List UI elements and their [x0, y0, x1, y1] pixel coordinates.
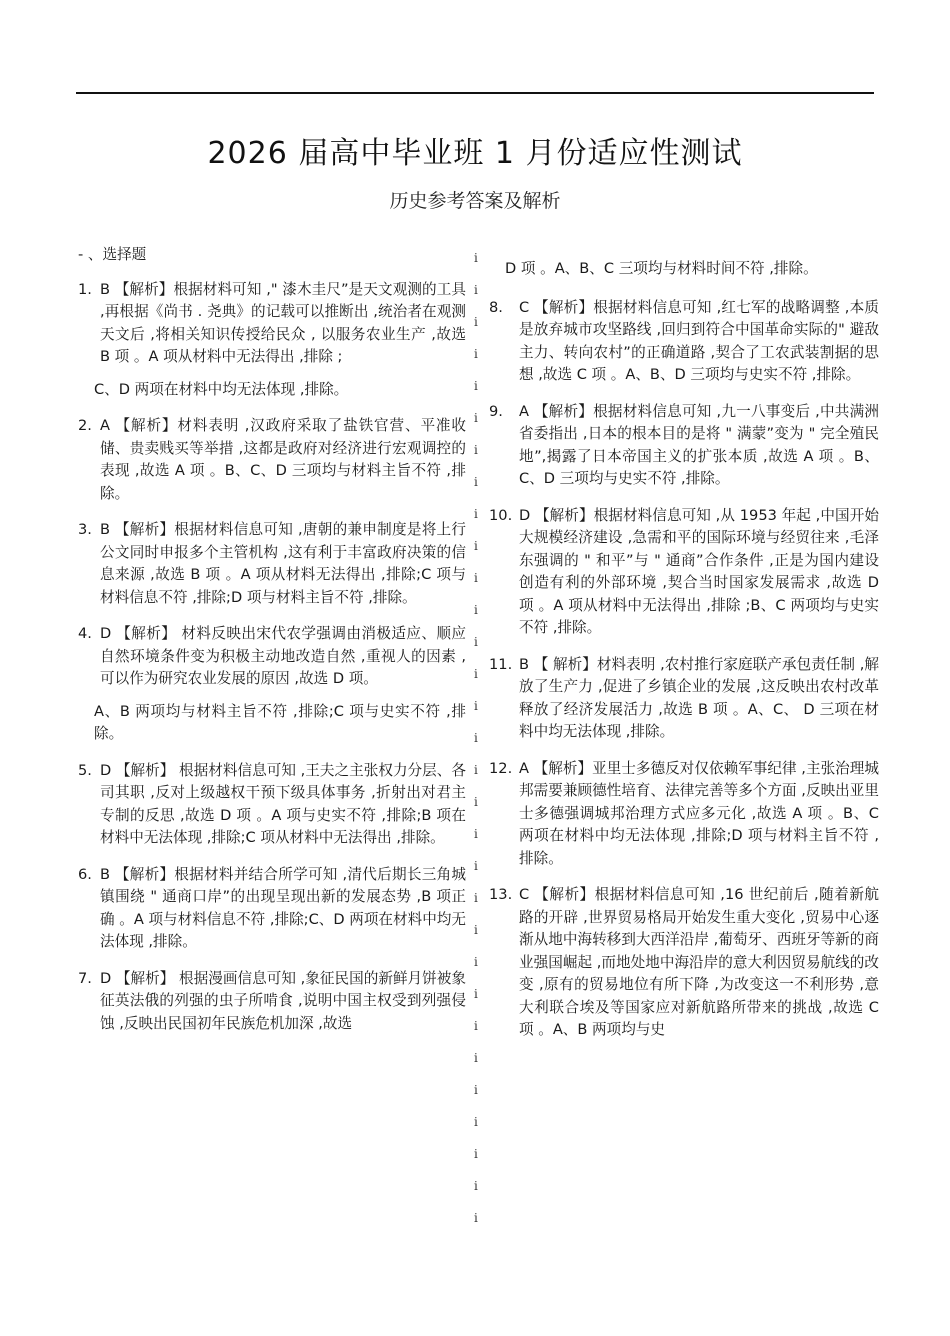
divider-mark: ⅰ — [474, 955, 478, 969]
divider-mark: ⅰ — [474, 379, 478, 393]
divider-mark: ⅰ — [474, 571, 478, 585]
divider-mark: ⅰ — [474, 859, 478, 873]
answer-item-5 — [78, 760, 466, 850]
divider-mark: ⅰ — [474, 827, 478, 841]
divider-mark: ⅰ — [474, 1179, 478, 1193]
divider-mark: ⅰ — [474, 1147, 478, 1161]
item-number: 10. — [489, 506, 513, 524]
item-number: 7. — [78, 969, 92, 987]
item-text: D 【解析】 根据漫画信息可知 ,象征民国的新鲜月饼被象征英法俄的列强的虫子所啃食 ,说明中国主权受到列强侵蚀 ,反映出民国初年民族危机加深 ,故选 — [100, 969, 466, 1032]
item-number: 5. — [78, 761, 92, 779]
divider-mark: ⅰ — [474, 1115, 478, 1129]
item-number: 13. — [489, 886, 513, 903]
answer-item-7 — [78, 968, 466, 1036]
item-text: D 【解析】根据材料信息可知 ,从 1953 年起 ,中国开始大规模经济建设 ,急需和平的国际环境与经贸往来 ,毛泽东强调的 " 和平”与 " 通商”合作条件 ,正是为国内建设创造有利的外部环境 ,契合当时国家发展需求 ,故选 D 项 。A 项从材料中无法得出 ,排除 ;B、C 两项均与史实不符 ,排除。 — [519, 506, 879, 636]
item-text: D 【解析】 材料反映出宋代农学强调由消极适应、顺应自然环境条件变为积极主动地改造自然 ,重视人的因素 ,可以作为研究农业发展的原因 ,故选 D 项。 — [100, 625, 466, 687]
item-number: 11. — [489, 655, 513, 673]
divider-mark: ⅰ — [474, 251, 478, 265]
answer-item-9 — [489, 401, 879, 491]
answer-item-6 — [78, 864, 466, 954]
answer-item-3 — [78, 519, 466, 609]
answer-item-11 — [489, 654, 879, 744]
item-text: C 【解析】根据材料信息可知 ,16 世纪前后 ,随着新航路的开辟 ,世界贸易格局开始发生重大变化 ,贸易中心逐渐从地中海转移到大西洋沿岸 ,葡萄牙、西班牙等新的商业强国崛起 ,而地处地中海沿岸的意大利因贸易航线的改变 ,原有的贸易地位有所下降 ,为改变这一不利形势 ,意大利联合埃及等国家应对新航路所带来的挑战 ,故选 C 项 。A、B 两项均与史 — [519, 886, 879, 1038]
item-continuation: A、B 两项均与材料主旨不符 ,排除;C 项与史实不符 ,排除。 — [94, 702, 466, 742]
divider-mark: ⅰ — [474, 731, 478, 745]
page-title: 2026 届高中毕业班 1 月份适应性测试 — [207, 136, 743, 171]
answer-item-8 — [489, 297, 879, 387]
item-continuation: D 项 。A、B、C 三项均与材料时间不符 ,排除。 — [505, 260, 818, 277]
answer-item-2 — [78, 415, 466, 505]
item-number: 1. — [78, 280, 92, 298]
divider-mark: ⅰ — [474, 1019, 478, 1033]
divider-mark: ⅰ — [474, 763, 478, 777]
divider-mark: ⅰ — [474, 603, 478, 617]
item-number: 8. — [489, 298, 503, 316]
left-column — [78, 244, 466, 1049]
divider-mark: ⅰ — [474, 795, 478, 809]
divider-mark: ⅰ — [474, 987, 478, 1001]
item-number: 3. — [78, 521, 92, 538]
item-text: D 【解析】 根据材料信息可知 ,王夫之主张权力分层、各司其职 ,反对上级越权干预下级具体事务 ,折射出对君主专制的反思 ,故选 D 项 。A 项与史实不符 ,排除;B 项在材料中无法体现 ,排除;C 项从材料中无法得出 ,排除。 — [100, 761, 466, 846]
divider-mark: ⅰ — [474, 635, 478, 649]
section-heading: - 、选择题 — [78, 246, 147, 263]
divider-mark: ⅰ — [474, 1083, 478, 1097]
item-continuation: C、D 两项在材料中均无法体现 ,排除。 — [94, 380, 349, 398]
divider-mark: ⅰ — [474, 283, 478, 297]
item-text: C 【解析】根据材料信息可知 ,红七军的战略调整 ,本质是放弃城市攻坚路线 ,回归到符合中国革命实际的" 避敌主力、转向农村”的正确道路 ,契合了工农武装割据的思想 ,故选 C 项 。A、B、D 三项均与史实不符 ,排除。 — [519, 298, 879, 383]
item-text: A 【解析】材料表明 ,汉政府采取了盐铁官营、平准收储、贵卖贱买等举措 ,这都是政府对经济进行宏观调控的表现 ,故选 A 项 。B、C、D 三项均与材料主旨不符 ,排除。 — [100, 417, 466, 502]
column-divider — [474, 252, 484, 1244]
divider-mark: ⅰ — [474, 891, 478, 905]
item-number: 2. — [78, 417, 92, 434]
divider-mark: ⅰ — [474, 699, 478, 713]
divider-mark: ⅰ — [474, 411, 478, 425]
item-text: B 【解析】根据材料并结合所学可知 ,清代后期长三角城镇围绕 " 通商口岸”的出现呈现出新的发展态势 ,B 项正确 。A 项与材料信息不符 ,排除;C、D 两项在材料中均无法体现 ,排除。 — [100, 865, 466, 950]
divider-mark: ⅰ — [474, 507, 478, 521]
top-rule — [76, 92, 874, 94]
item-number: 4. — [78, 625, 92, 642]
divider-mark: ⅰ — [474, 315, 478, 329]
item-number: 9. — [489, 402, 503, 420]
item-text: B 【 解析】材料表明 ,农村推行家庭联产承包责任制 ,解放了生产力 ,促进了乡镇企业的发展 ,这反映出农村改革释放了经济发展活力 ,故选 B 项 。A、C、 D 三项在材料中均无法体现 ,排除。 — [519, 655, 879, 740]
right-column — [489, 244, 879, 1056]
item-text: A 【解析】根据材料信息可知 ,九一八事变后 ,中共满洲省委指出 ,日本的根本目的是将 " 满蒙”变为 " 完全殖民地”,揭露了日本帝国主义的扩张本质 ,故选 A 项 。B、C、D 三项均与史实不符 ,排除。 — [519, 402, 879, 487]
item-text: A 【解析】亚里士多德反对仅依赖军事纪律 ,主张治理城邦需要兼顾德性培育、法律完善等多个方面 ,反映出亚里士多德强调城邦治理方式应多元化 ,故选 A 项 。B、C 两项在材料中均无法体现 ,排除;D 项与材料主旨不符 ,排除。 — [519, 759, 879, 867]
divider-mark: ⅰ — [474, 1211, 478, 1225]
answer-item-13 — [489, 884, 879, 1042]
answer-item-1 — [78, 279, 466, 369]
item-text: B 【解析】根据材料信息可知 ,唐朝的兼申制度是将上行公文同时申报多个主管机构 ,这有利于丰富政府决策的信息来源 ,故选 B 项 。A 项从材料无法得出 ,排除;C 项与材料信息不符 ,排除;D 项与材料主旨不符 ,排除。 — [100, 521, 466, 606]
divider-mark: ⅰ — [474, 443, 478, 457]
answer-item-4 — [78, 623, 466, 691]
divider-mark: ⅰ — [474, 667, 478, 681]
answer-item-12 — [489, 758, 879, 871]
item-number: 6. — [78, 865, 92, 883]
divider-mark: ⅰ — [474, 1051, 478, 1065]
divider-mark: ⅰ — [474, 347, 478, 361]
divider-mark: ⅰ — [474, 475, 478, 489]
divider-mark: ⅰ — [474, 539, 478, 553]
answer-item-10 — [489, 505, 879, 640]
page-subtitle: 历史参考答案及解析 — [389, 190, 561, 212]
item-text: B 【解析】根据材料可知 ," 漆木圭尺”是天文观测的工具 ,再根据《尚书 . 尧典》的记载可以推断出 ,统治者在观测天文后 ,将相关知识传授给民众 , 以服务农业生产 ,故选 B 项 。A 项从材料中无法得出 ,排除 ; — [100, 280, 466, 365]
divider-mark: ⅰ — [474, 923, 478, 937]
item-number: 12. — [489, 759, 513, 777]
